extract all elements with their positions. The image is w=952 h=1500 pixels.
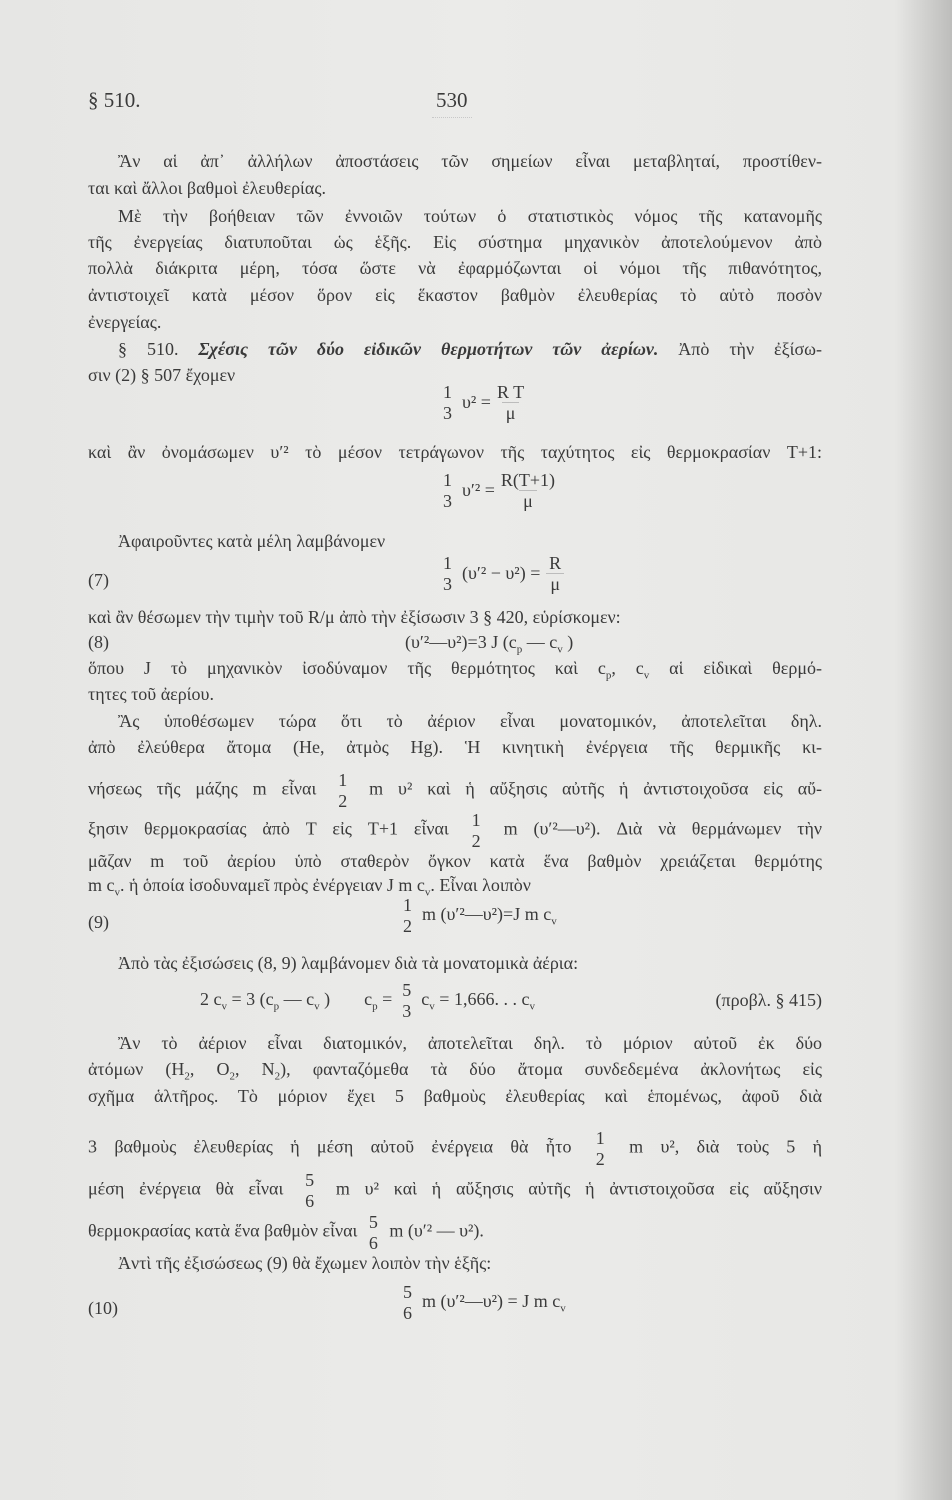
text-line: ὅπου J τὸ μηχανικὸν ἰσοδύναμον τῆς θερμότητος καὶ $c_p$, $c_v$ αἱ εἰδικαὶ θερμό- xyxy=(88,658,822,682)
fraction: 1 2 xyxy=(338,770,348,811)
section-marker: § 510. xyxy=(88,88,141,112)
text-line: Μὲ τὴν βοήθειαν τῶν ἐννοιῶν τούτων ὁ στατιστικὸς νόμος τῆς κατανομῆς xyxy=(118,206,822,226)
numerator: 1 xyxy=(443,470,452,490)
equation-text: m (υ′²—υ²)=J m $c_v$ xyxy=(422,903,557,928)
text-line: Ἂς ὑποθέσωμεν τώρα ὅτι τὸ ἀέριον εἶναι μονατομικόν, ἀποτελεῖται δηλ. xyxy=(118,711,822,731)
equation-text: m (υ′²—υ²) = J m $c_v$ xyxy=(422,1290,566,1315)
equation-7 xyxy=(436,553,567,594)
text-line: Ἀφαιροῦντες κατὰ μέλη λαμβάνομεν xyxy=(118,531,386,551)
section-title: Σχέσις τῶν δύο εἰδικῶν θερμοτήτων τῶν ἀερίων. xyxy=(198,339,659,359)
text-line: ἀτόμων ($H_2$, $O_2$, $N_2$), φανταζόμεθα τὰ δύο ἄτομα συνδεδεμένα ἀκλονήτως εἰς xyxy=(88,1059,822,1083)
equation-term: (υ′² − υ²) = xyxy=(462,563,541,583)
text-line: τῆς ἐνεργείας διατυποῦται ὡς ἑξῆς. Εἰς σύστημα μηχανικὸν ἀποτελούμενον ἀπὸ xyxy=(88,232,822,252)
equation-label: (7) xyxy=(88,570,109,590)
fraction xyxy=(439,382,456,423)
equation-10 xyxy=(396,1282,566,1323)
denominator: μ xyxy=(519,490,537,511)
text-line: καὶ ἂν ὀνομάσωμεν υ′² τὸ μέσον τετράγωνον τῆς ταχύτητος εἰς θερμοκρασίαν T+1: xyxy=(88,442,822,462)
text-line: 3 βαθμοὺς ἐλευθερίας ἡ μέση αὐτοῦ ἐνέργεια θὰ ἦτο 1 2 m υ², διὰ τοὺς 5 ἡ xyxy=(88,1128,822,1169)
equation-label: (8) xyxy=(88,632,109,652)
numerator: 1 xyxy=(443,553,452,573)
fraction xyxy=(439,470,456,511)
equation-text: $c_v = 1,666$. . . $c_v$ xyxy=(421,988,535,1013)
equation-label: (10) xyxy=(88,1298,118,1318)
fraction: 5 6 xyxy=(368,1212,378,1253)
fraction xyxy=(501,470,555,511)
fraction: 1 2 xyxy=(471,810,481,851)
equation-1 xyxy=(436,382,527,423)
text-line: Ἀντὶ τῆς ἐξισώσεως (9) θὰ ἔχωμεν λοιπὸν τὴν ἑξῆς: xyxy=(118,1253,492,1273)
text-line: σχῆμα ἁλτῆρος. Τὸ μόριον ἔχει 5 βαθμοὺς ἐλευθερίας καὶ ἑπομένως, ἀφοῦ διὰ xyxy=(88,1086,822,1106)
text-line: ἐνεργείας. xyxy=(88,312,162,332)
text-line: ἀντιστοιχεῖ κατὰ μέσον ὅρον εἰς ἕκαστον βαθμὸν ἐλευθερίας τὸ αὐτὸ ποσὸν xyxy=(88,285,822,305)
equation-text: 2 $c_v = 3$ ($c_p$ — $c_v$ ) xyxy=(200,988,331,1013)
denominator: 3 xyxy=(443,574,452,594)
equation-text: $c_p$ = xyxy=(364,988,393,1013)
text-line: Ἂν τὸ ἀέριον εἶναι διατομικόν, ἀποτελεῖται δηλ. τὸ μόριον αὐτοῦ ἐκ δύο xyxy=(118,1033,822,1053)
text-line: πολλὰ διάκριτα μέρη, τόσα ὥστε νὰ ἐφαρμόζωνται οἱ νόμοι τῆς πιθανότητος, xyxy=(88,258,822,278)
text-line: θερμοκρασίας κατὰ ἕνα βαθμὸν εἶναι 5 6 m (υ′² — υ²). xyxy=(88,1212,484,1253)
text-line: μέση ἐνέργεια θὰ εἶναι 5 6 m υ² καὶ ἡ αὔξησις αὐτῆς ἡ ἀντιστοιχοῦσα εἰς αὔξησιν xyxy=(88,1170,822,1211)
text-line: μᾶζαν m τοῦ ἀερίου ὑπὸ σταθερὸν ὄγκον κατὰ ἕνα βαθμὸν χρειάζεται θερμότης xyxy=(88,851,822,871)
denominator: 3 xyxy=(443,491,452,511)
equation-8 xyxy=(405,632,573,656)
section-number: § 510. xyxy=(118,339,179,359)
fraction: 5 6 xyxy=(403,1282,412,1323)
denominator: μ xyxy=(546,573,564,594)
fraction xyxy=(439,553,456,594)
fraction xyxy=(497,382,524,423)
page-number: 530 xyxy=(432,88,472,118)
text-line: ἀπὸ ἐλεύθερα ἄτομα (He, ἀτμὸς Hg). Ἡ κινητικὴ ἐνέργεια τῆς θερμικῆς κι- xyxy=(88,737,822,757)
denominator: μ xyxy=(502,402,520,423)
fraction xyxy=(546,553,564,594)
numerator: 1 xyxy=(443,382,452,402)
equation-label: (9) xyxy=(88,912,109,932)
numerator: R T xyxy=(496,382,525,402)
equation-text: (υ′²—υ²)=3 J ($c_p$ — $c_v$ ) xyxy=(405,632,574,656)
equation-term: υ² = xyxy=(462,392,491,412)
text-line: καὶ ἂν θέσωμεν τὴν τιμὴν τοῦ R/μ ἀπὸ τὴν ἐξίσωσιν 3 § 420, εὑρίσκομεν: xyxy=(88,607,621,627)
fraction: 5 6 xyxy=(305,1170,315,1211)
equation-2 xyxy=(436,470,558,511)
section-heading-line xyxy=(88,338,822,362)
text-line: Ἂν αἱ ἀπ᾿ ἀλλήλων ἀποστάσεις τῶν σημείων εἶναι μεταβληταί, προστίθεν- xyxy=(118,151,822,171)
text-fragment: Ἀπὸ τὴν ἐξίσω- xyxy=(678,339,823,359)
numerator: R(T+1) xyxy=(500,470,556,490)
fraction: 1 2 xyxy=(403,895,412,936)
text-line: τητες τοῦ ἀερίου. xyxy=(88,684,214,704)
numerator: R xyxy=(549,553,562,573)
fraction: 1 2 xyxy=(595,1128,605,1169)
reference: (προβλ. § 415) xyxy=(715,990,822,1010)
text-line: ται καὶ ἄλλοι βαθμοὶ ἐλευθερίας. xyxy=(88,178,326,198)
equation-9 xyxy=(396,895,557,936)
text-line: σιν (2) § 507 ἔχομεν xyxy=(88,365,236,385)
fraction: 5 3 xyxy=(402,980,412,1021)
equation-monatomic xyxy=(200,980,822,1021)
text-line: m $c_v$. ἡ ὁποία ἰσοδυναμεῖ πρὸς ἐνέργειαν J m $c_v$. Εἶναι λοιπὸν xyxy=(88,875,531,899)
text-line: ξησιν θερμοκρασίας ἀπὸ T εἰς T+1 εἶναι 1 2 m (υ′²—υ²). Διὰ νὰ θερμάνωμεν τὴν xyxy=(88,810,823,851)
text-line: νήσεως τῆς μάζης m εἶναι 1 2 m υ² καὶ ἡ αὔξησις αὐτῆς ἡ ἀντιστοιχοῦσα εἰς αὔ- xyxy=(88,770,823,811)
equation-term: υ′² = xyxy=(462,480,495,500)
text-line: Ἀπὸ τὰς ἐξισώσεις (8, 9) λαμβάνομεν διὰ τὰ μονατομικὰ ἀέρια: xyxy=(118,953,579,973)
denominator: 3 xyxy=(443,403,452,423)
